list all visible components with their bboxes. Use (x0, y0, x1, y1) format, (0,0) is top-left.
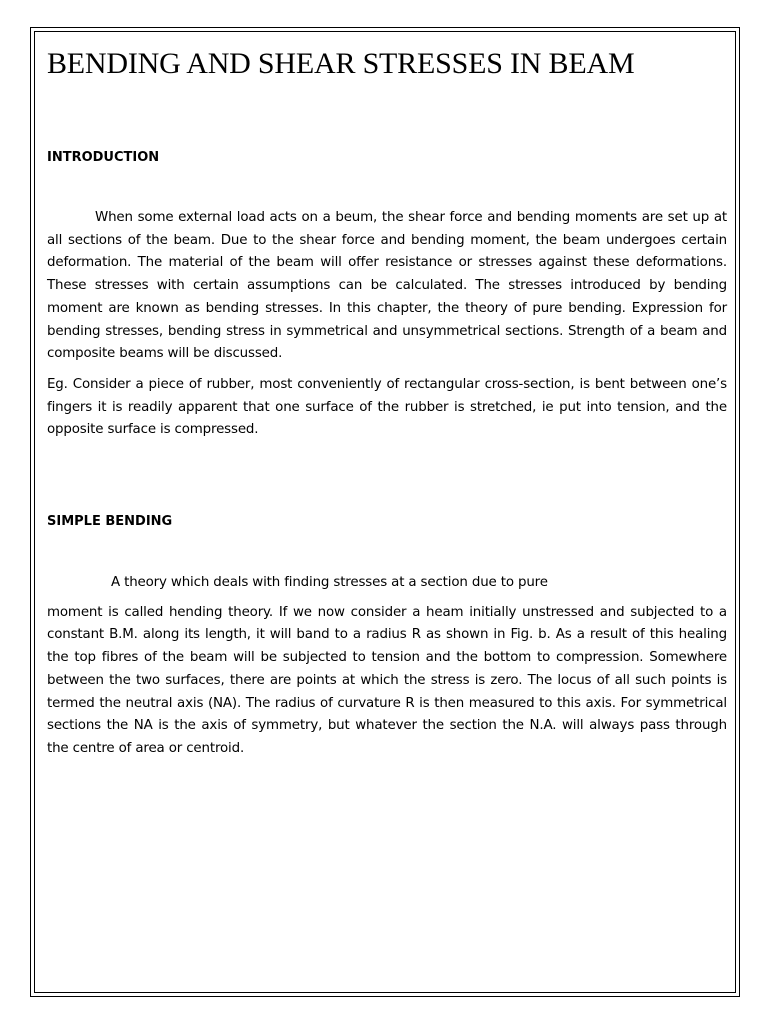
simple-bending-lead-line: A theory which deals with finding stresses at a section due to pure (111, 575, 548, 591)
section-heading-introduction: INTRODUCTION (47, 150, 160, 165)
document-content (47, 40, 727, 761)
introduction-example-paragraph: Eg. Consider a piece of rubber, most conveniently of rectangular cross-section, is bent between one’s fingers it is readily apparent that one surface of the rubber is stretched, ie put into tension, and the opposite surface is compressed. (47, 376, 727, 438)
document-title: BENDING AND SHEAR STRESSES IN BEAM (47, 47, 635, 80)
introduction-paragraph: When some external load acts on a beum, the shear force and bending moments are set up at all sections of the beam. Due to the shear force and bending moment, the beam undergoes certain deformation. The material of the beam will offer resistance or stresses against these deformations. These stresses with certain assumptions can be calculated. The stresses introduced by bending moment are known as bending stresses. In this chapter, the theory of pure bending. Expression for bending stresses, bending stress in symmetrical and unsymmetrical sections. Strength of a beam and composite beams will be discussed. (47, 210, 727, 362)
section-heading-simple-bending: SIMPLE BENDING (47, 514, 173, 530)
simple-bending-paragraph: moment is called hending theory. If we now consider a heam initially unstressed and subjected to a constant B.M. along its length, it will band to a radius R as shown in Fig. b. As a result of this healing the top fibres of the beam will be subjected to tension and the bottom to compression. Somewhere between the two surfaces, there are points at which the stress is zero. The locus of all such points is termed the neutral axis (NA). The radius of curvature R is then measured to this axis. For symmetrical sections the NA is the axis of symmetry, but whatever the section the N.A. will always pass through the centre of area or centroid. (47, 604, 727, 756)
